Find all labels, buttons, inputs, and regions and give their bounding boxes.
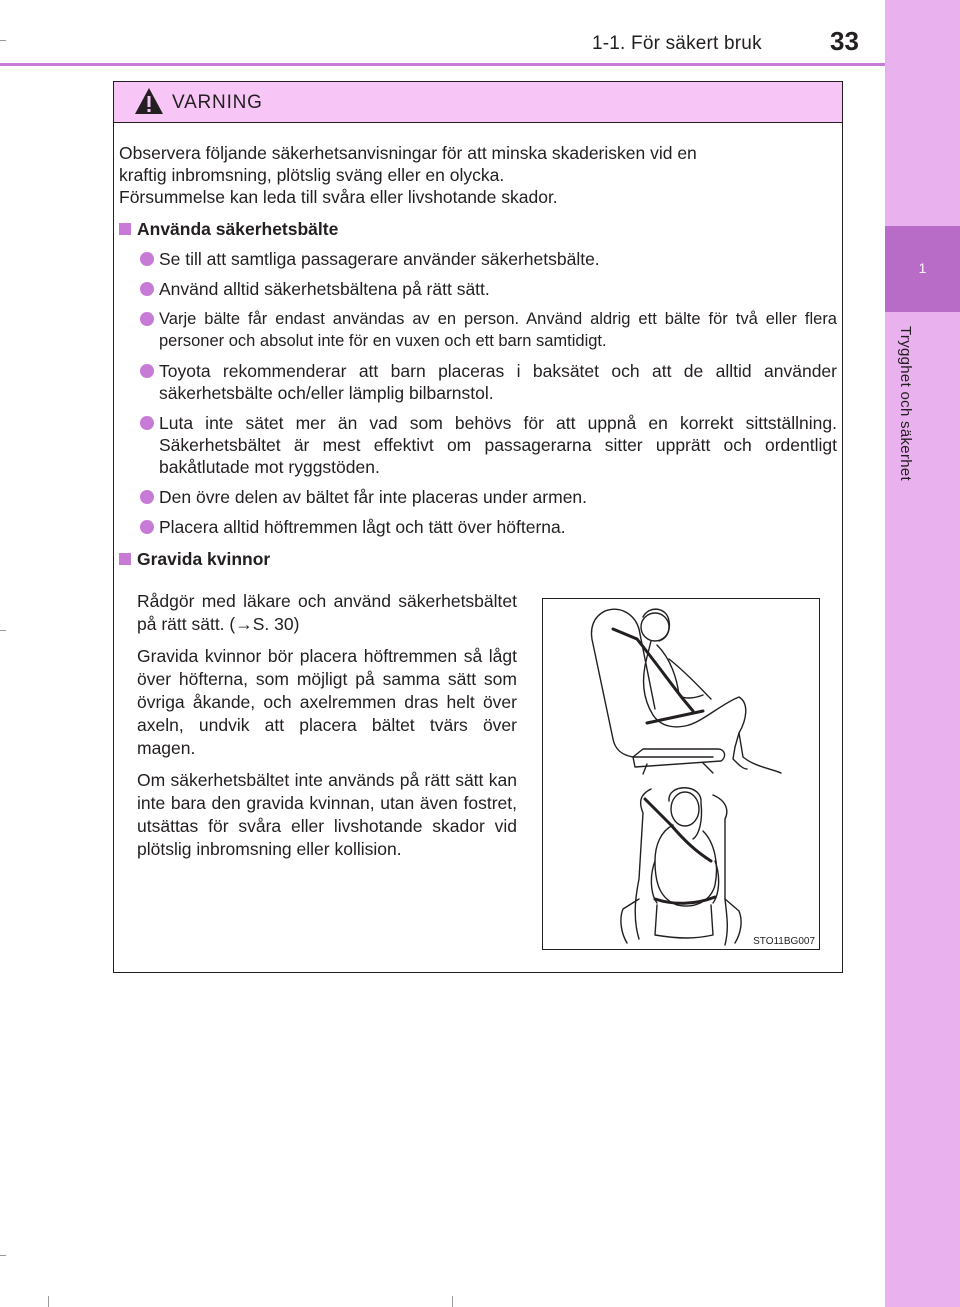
square-bullet-icon (119, 553, 131, 565)
crop-mark (0, 40, 6, 41)
section-heading-pregnant: Gravida kvinnor (119, 548, 837, 570)
round-bullet-icon (140, 364, 154, 378)
crop-mark (48, 1296, 49, 1307)
warning-box (113, 81, 843, 973)
square-bullet-icon (119, 223, 131, 235)
list-item: Toyota rekommenderar att barn placeras i baksätet och att de alltid använder säkerhetsbälte och/eller lämplig bilbarnstol. (119, 360, 837, 404)
crop-mark (0, 1255, 6, 1256)
intro-paragraph (119, 142, 837, 208)
round-bullet-icon (140, 416, 154, 430)
list-item: Se till att samtliga passagerare använder säkerhetsbälte. (119, 248, 837, 270)
chapter-title: Trygghet och säkerhet (897, 326, 914, 481)
round-bullet-icon (140, 252, 154, 266)
illustration-drawing (543, 599, 819, 949)
chapter-number: 1 (918, 260, 927, 276)
warning-triangle-icon (134, 87, 164, 115)
warning-header (114, 82, 842, 123)
warning-content (119, 142, 837, 570)
list-item: Luta inte sätet mer än vad som behövs för att uppnå en korrekt sittställning. Säkerhetsbältet är mest effektivt om passagerarna sitter upprätt och ordentligt bakåtlutade mot ryggstöden. (119, 412, 837, 478)
paragraph: Rådgör med läkare och använd säkerhetsbältet på rätt sätt. (→S. 30) (137, 591, 517, 634)
list-item: Varje bälte får endast användas av en person. Använd aldrig ett bälte för två eller flera personer och absolut inte för en vuxen och ett barn samtidigt. (119, 308, 837, 352)
section-heading-seatbelt: Använda säkerhetsbälte (119, 218, 837, 240)
round-bullet-icon (140, 520, 154, 534)
crop-mark (0, 630, 6, 631)
page-number: 33 (830, 26, 859, 56)
pregnancy-text (137, 590, 517, 870)
list-item: Den övre delen av bältet får inte placeras under armen. (119, 486, 837, 508)
intro-line: Försummelse kan leda till svåra eller livshotande skador. (119, 187, 558, 207)
pregnant-seatbelt-illustration (542, 598, 820, 950)
intro-line: Observera följande säkerhetsanvisningar för att minska skaderisken vid en (119, 143, 697, 163)
section-title: 1-1. För säkert bruk (592, 33, 762, 54)
list-item: Placera alltid höftremmen lågt och tätt över höfterna. (119, 516, 837, 538)
crop-mark (452, 1296, 453, 1307)
round-bullet-icon (140, 282, 154, 296)
intro-line: kraftig inbromsning, plötslig sväng eller en olycka. (119, 165, 505, 185)
chapter-sidebar (885, 0, 960, 1307)
round-bullet-icon (140, 490, 154, 504)
paragraph: Om säkerhetsbältet inte används på rätt sätt kan inte bara den gravida kvinnan, utan även fostret, utsättas för svåra eller livshotande skador vid plötslig inbromsning eller kollision. (137, 770, 517, 859)
warning-title: VARNING (172, 92, 263, 113)
paragraph: Gravida kvinnor bör placera höftremmen så lågt över höfterna, som möjligt på samma sätt som övriga åkande, och axelremmen dras helt över axeln, undvik att placera bältet tvärs över magen. (137, 646, 517, 758)
figure-code: STO11BG007 (753, 936, 815, 947)
list-item: Använd alltid säkerhetsbältena på rätt sätt. (119, 278, 837, 300)
header-rule (0, 63, 885, 66)
round-bullet-icon (140, 312, 154, 326)
